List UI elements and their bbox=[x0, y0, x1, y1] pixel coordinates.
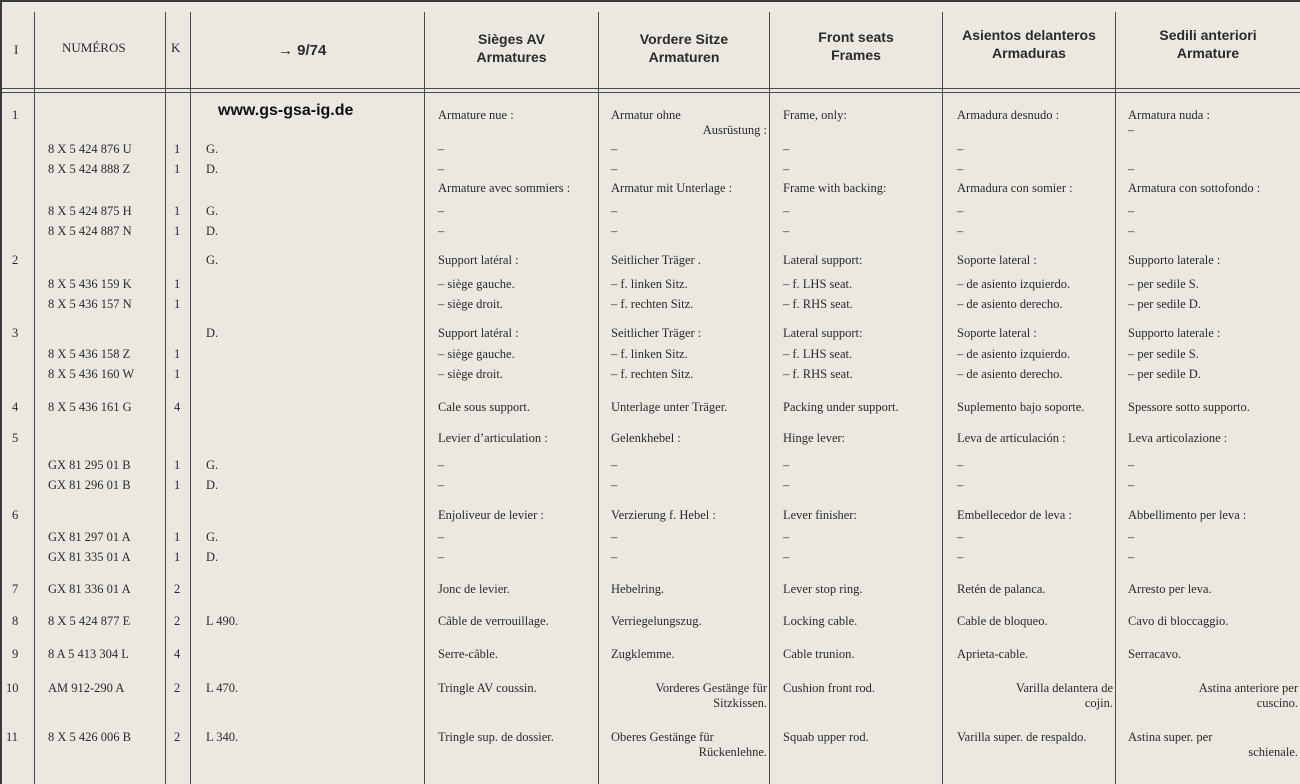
cell-fr: – bbox=[438, 224, 445, 238]
cell-item: 2 bbox=[12, 253, 19, 267]
cell-it: – bbox=[1128, 550, 1135, 564]
cell-note: L 340. bbox=[206, 730, 239, 744]
cell-de: – bbox=[611, 530, 618, 544]
cell-part: 8 X 5 436 158 Z bbox=[48, 347, 131, 361]
cell-en: Squab upper rod. bbox=[783, 730, 869, 744]
cell-de: – bbox=[611, 224, 618, 238]
cell-note: G. bbox=[206, 204, 219, 218]
cell-es: Armadura con somier : bbox=[957, 181, 1073, 195]
cell-de: – f. linken Sitz. bbox=[611, 347, 688, 361]
cell-part: 8 X 5 424 887 N bbox=[48, 224, 132, 238]
cell-de: – bbox=[611, 458, 618, 472]
cell-it: Spessore sotto supporto. bbox=[1128, 400, 1250, 414]
cell-es: Soporte lateral : bbox=[957, 253, 1037, 267]
cell-es: – bbox=[957, 142, 964, 156]
cell-es: Retén de palanca. bbox=[957, 582, 1046, 596]
cell-fr: – siège gauche. bbox=[438, 347, 515, 361]
cell-item: 7 bbox=[12, 582, 19, 596]
cell-es: Varilla super. de respaldo. bbox=[957, 730, 1087, 744]
cell-part: GX 81 335 01 A bbox=[48, 550, 131, 564]
cell-it: schienale. bbox=[1248, 745, 1298, 759]
cell-fr: Tringle AV coussin. bbox=[438, 681, 537, 695]
cell-es: Cable de bloqueo. bbox=[957, 614, 1048, 628]
cell-it: – bbox=[1128, 204, 1135, 218]
cell-part: 8 X 5 424 888 Z bbox=[48, 162, 131, 176]
cell-es: – de asiento izquierdo. bbox=[957, 347, 1071, 361]
cell-fr: Jonc de levier. bbox=[438, 582, 510, 596]
cell-es: Soporte lateral : bbox=[957, 326, 1037, 340]
header-k: K bbox=[171, 40, 181, 55]
cell-de: Vorderes Gestänge für bbox=[655, 681, 767, 695]
header-italian bbox=[1116, 26, 1300, 62]
cell-es: – bbox=[957, 224, 964, 238]
cell-es: – bbox=[957, 530, 964, 544]
cell-it: Serracavo. bbox=[1128, 647, 1182, 661]
cell-de: Gelenkhebel : bbox=[611, 431, 681, 445]
cell-en: – bbox=[783, 530, 790, 544]
cell-de: Seitlicher Träger . bbox=[611, 253, 701, 267]
cell-it: Astina anteriore per bbox=[1198, 681, 1298, 695]
cell-note: L 470. bbox=[206, 681, 239, 695]
cell-de: Hebelring. bbox=[611, 582, 665, 596]
cell-fr: Armature nue : bbox=[438, 108, 514, 122]
cell-es: Suplemento bajo soporte. bbox=[957, 400, 1085, 414]
column-divider bbox=[165, 12, 166, 784]
cell-es: – de asiento derecho. bbox=[957, 367, 1063, 381]
cell-part: 8 X 5 424 876 U bbox=[48, 142, 132, 156]
column-divider bbox=[424, 12, 425, 784]
cell-it: – bbox=[1128, 458, 1135, 472]
cell-es: – bbox=[957, 162, 964, 176]
cell-part: AM 912-290 A bbox=[48, 681, 125, 695]
cell-k: 2 bbox=[174, 681, 181, 695]
cell-note: D. bbox=[206, 162, 219, 176]
cell-en: – bbox=[783, 142, 790, 156]
header-french-line1: Sièges AV bbox=[478, 31, 545, 47]
cell-part: 8 X 5 424 877 E bbox=[48, 614, 131, 628]
cell-fr: Support latéral : bbox=[438, 326, 519, 340]
cell-k: 1 bbox=[174, 297, 181, 311]
cell-part: 8 X 5 436 161 G bbox=[48, 400, 132, 414]
cell-fr: – bbox=[438, 162, 445, 176]
cell-en: Hinge lever: bbox=[783, 431, 846, 445]
cell-item: 1 bbox=[12, 108, 19, 122]
cell-note: G. bbox=[206, 530, 219, 544]
cell-en: Cushion front rod. bbox=[783, 681, 876, 695]
cell-it: Cavo di bloccaggio. bbox=[1128, 614, 1229, 628]
column-divider bbox=[34, 12, 35, 784]
cell-it: Supporto laterale : bbox=[1128, 253, 1221, 267]
cell-en: Cable trunion. bbox=[783, 647, 855, 661]
cell-k: 1 bbox=[174, 458, 181, 472]
cell-it: Supporto laterale : bbox=[1128, 326, 1221, 340]
cell-part: 8 X 5 424 875 H bbox=[48, 204, 132, 218]
header-italian-line2: Armature bbox=[1176, 45, 1240, 61]
cell-it: – per sedile D. bbox=[1128, 367, 1201, 381]
cell-note: D. bbox=[206, 550, 219, 564]
cell-en: – f. LHS seat. bbox=[783, 277, 853, 291]
cell-de: Armatur ohne bbox=[611, 108, 681, 122]
cell-en: Lever stop ring. bbox=[783, 582, 863, 596]
cell-en: – f. LHS seat. bbox=[783, 347, 853, 361]
cell-es: – bbox=[957, 204, 964, 218]
cell-item: 5 bbox=[12, 431, 19, 445]
cell-it: Astina super. per bbox=[1128, 730, 1213, 744]
cell-fr: Tringle sup. de dossier. bbox=[438, 730, 554, 744]
cell-k: 1 bbox=[174, 347, 181, 361]
cell-it: Armatura con sottofondo : bbox=[1128, 181, 1261, 195]
cell-part: GX 81 296 01 B bbox=[48, 478, 131, 492]
cell-part: 8 X 5 436 159 K bbox=[48, 277, 132, 291]
cell-de: – f. rechten Sitz. bbox=[611, 367, 694, 381]
cell-it: cuscino. bbox=[1256, 696, 1298, 710]
cell-es: Varilla delantera de bbox=[1015, 681, 1113, 695]
header-german bbox=[599, 30, 769, 66]
header-spanish-line2: Armaduras bbox=[992, 45, 1066, 61]
header-german-line1: Vordere Sitze bbox=[639, 31, 729, 47]
header-spanish bbox=[943, 26, 1115, 62]
cell-k: 4 bbox=[174, 647, 181, 661]
header-english-line2: Frames bbox=[831, 47, 881, 63]
header-english-line1: Front seats bbox=[818, 29, 894, 45]
cell-es: Armadura desnudo : bbox=[957, 108, 1060, 122]
cell-de: – f. linken Sitz. bbox=[611, 277, 688, 291]
cell-fr: Support latéral : bbox=[438, 253, 519, 267]
cell-note: L 490. bbox=[206, 614, 239, 628]
cell-item: 3 bbox=[12, 326, 19, 340]
cell-de: Ausrüstung : bbox=[702, 123, 767, 137]
cell-it: – per sedile S. bbox=[1128, 347, 1199, 361]
cell-it: – per sedile D. bbox=[1128, 297, 1201, 311]
cell-de: Armatur mit Unterlage : bbox=[611, 181, 733, 195]
header-divider bbox=[2, 92, 1300, 93]
cell-de: Rückenlehne. bbox=[698, 745, 767, 759]
cell-k: 1 bbox=[174, 367, 181, 381]
cell-k: 1 bbox=[174, 204, 181, 218]
cell-k: 2 bbox=[174, 582, 181, 596]
cell-note: D. bbox=[206, 224, 219, 238]
cell-it: Arresto per leva. bbox=[1128, 582, 1212, 596]
cell-es: cojin. bbox=[1084, 696, 1113, 710]
cell-de: – bbox=[611, 204, 618, 218]
cell-part: 8 A 5 413 304 L bbox=[48, 647, 129, 661]
cell-k: 1 bbox=[174, 478, 181, 492]
cell-en: Lateral support: bbox=[783, 253, 863, 267]
cell-es: Aprieta-cable. bbox=[957, 647, 1029, 661]
cell-k: 2 bbox=[174, 730, 181, 744]
cell-en: – bbox=[783, 458, 790, 472]
cell-en: Frame, only: bbox=[783, 108, 847, 122]
cell-de: Verzierung f. Hebel : bbox=[611, 508, 716, 522]
cell-en: – bbox=[783, 224, 790, 238]
cell-it: – bbox=[1128, 224, 1135, 238]
cell-it: Leva articolazione : bbox=[1128, 431, 1228, 445]
cell-fr: – bbox=[438, 204, 445, 218]
cell-es: Embellecedor de leva : bbox=[957, 508, 1072, 522]
cell-fr: – bbox=[438, 142, 445, 156]
cell-en: – bbox=[783, 162, 790, 176]
header-german-line2: Armaturen bbox=[648, 49, 720, 65]
cell-de: – bbox=[611, 162, 618, 176]
cell-de: Sitzkissen. bbox=[713, 696, 767, 710]
cell-fr: Levier d’articulation : bbox=[438, 431, 548, 445]
cell-k: 1 bbox=[174, 277, 181, 291]
header-numbers: NUMÉROS bbox=[62, 40, 126, 55]
cell-es: – bbox=[957, 550, 964, 564]
header-date: → 9/74 bbox=[278, 42, 327, 59]
column-divider bbox=[598, 12, 599, 784]
column-divider bbox=[769, 12, 770, 784]
header-spanish-line1: Asientos delanteros bbox=[962, 27, 1096, 43]
cell-en: Frame with backing: bbox=[783, 181, 887, 195]
cell-item: 9 bbox=[12, 647, 19, 661]
cell-de: Unterlage unter Träger. bbox=[611, 400, 728, 414]
cell-item: 4 bbox=[12, 400, 19, 414]
cell-de: – bbox=[611, 478, 618, 492]
cell-note: G. bbox=[206, 142, 219, 156]
cell-fr: Armature avec sommiers : bbox=[438, 181, 571, 195]
watermark-url: www.gs-gsa-ig.de bbox=[218, 102, 354, 119]
cell-de: – bbox=[611, 550, 618, 564]
cell-fr: – siège droit. bbox=[438, 297, 503, 311]
cell-fr: – siège droit. bbox=[438, 367, 503, 381]
cell-es: – de asiento derecho. bbox=[957, 297, 1063, 311]
cell-es: – de asiento izquierdo. bbox=[957, 277, 1071, 291]
header-french-line2: Armatures bbox=[476, 49, 547, 65]
header-index: I bbox=[14, 42, 19, 57]
cell-part: 8 X 5 426 006 B bbox=[48, 730, 131, 744]
column-divider bbox=[942, 12, 943, 784]
cell-en: – bbox=[783, 204, 790, 218]
cell-en: Lateral support: bbox=[783, 326, 863, 340]
cell-part: GX 81 297 01 A bbox=[48, 530, 131, 544]
cell-de: Oberes Gestänge für bbox=[611, 730, 714, 744]
column-divider bbox=[190, 12, 191, 784]
cell-k: 1 bbox=[174, 550, 181, 564]
cell-item: 11 bbox=[6, 730, 19, 744]
cell-en: – bbox=[783, 550, 790, 564]
cell-it: – bbox=[1128, 530, 1135, 544]
column-divider bbox=[1115, 12, 1116, 784]
cell-de: Verriegelungszug. bbox=[611, 614, 702, 628]
cell-k: 1 bbox=[174, 530, 181, 544]
cell-en: Packing under support. bbox=[783, 400, 899, 414]
cell-fr: Cale sous support. bbox=[438, 400, 531, 414]
cell-part: GX 81 295 01 B bbox=[48, 458, 131, 472]
header-french bbox=[425, 30, 598, 66]
cell-item: 6 bbox=[12, 508, 19, 522]
cell-es: – bbox=[957, 458, 964, 472]
header-english bbox=[770, 28, 942, 64]
cell-k: 1 bbox=[174, 224, 181, 238]
cell-note: D. bbox=[206, 326, 219, 340]
cell-it: Abbellimento per leva : bbox=[1128, 508, 1247, 522]
cell-part: GX 81 336 01 A bbox=[48, 582, 131, 596]
cell-de: – f. rechten Sitz. bbox=[611, 297, 694, 311]
cell-de: – bbox=[611, 142, 618, 156]
cell-part: 8 X 5 436 160 W bbox=[48, 367, 135, 381]
cell-note: G. bbox=[206, 458, 219, 472]
cell-part: 8 X 5 436 157 N bbox=[48, 297, 132, 311]
cell-en: – bbox=[783, 478, 790, 492]
cell-en: Locking cable. bbox=[783, 614, 858, 628]
cell-it: – per sedile S. bbox=[1128, 277, 1199, 291]
cell-fr: – bbox=[438, 530, 445, 544]
cell-k: 2 bbox=[174, 614, 181, 628]
cell-k: 1 bbox=[174, 142, 181, 156]
cell-es: – bbox=[957, 478, 964, 492]
cell-de: Zugklemme. bbox=[611, 647, 675, 661]
cell-fr: Serre-câble. bbox=[438, 647, 499, 661]
cell-item: 8 bbox=[12, 614, 19, 628]
cell-de: Seitlicher Träger : bbox=[611, 326, 702, 340]
header-divider bbox=[2, 88, 1300, 89]
cell-fr: – bbox=[438, 550, 445, 564]
cell-item: 10 bbox=[6, 681, 19, 695]
cell-es: Leva de articulación : bbox=[957, 431, 1066, 445]
cell-fr: – bbox=[438, 478, 445, 492]
cell-fr: – siège gauche. bbox=[438, 277, 515, 291]
cell-en: – f. RHS seat. bbox=[783, 297, 853, 311]
cell-en: Lever finisher: bbox=[783, 508, 857, 522]
cell-en: – f. RHS seat. bbox=[783, 367, 853, 381]
cell-note: D. bbox=[206, 478, 219, 492]
cell-k: 4 bbox=[174, 400, 181, 414]
cell-it: Armatura nuda : bbox=[1128, 108, 1210, 122]
cell-it: – bbox=[1128, 478, 1135, 492]
header-italian-line1: Sedili anteriori bbox=[1159, 27, 1257, 43]
cell-it: – bbox=[1128, 123, 1135, 137]
cell-it: – bbox=[1128, 162, 1135, 176]
cell-fr: – bbox=[438, 458, 445, 472]
cell-k: 1 bbox=[174, 162, 181, 176]
cell-note: G. bbox=[206, 253, 219, 267]
cell-fr: Câble de verrouillage. bbox=[438, 614, 549, 628]
cell-fr: Enjoliveur de levier : bbox=[438, 508, 544, 522]
